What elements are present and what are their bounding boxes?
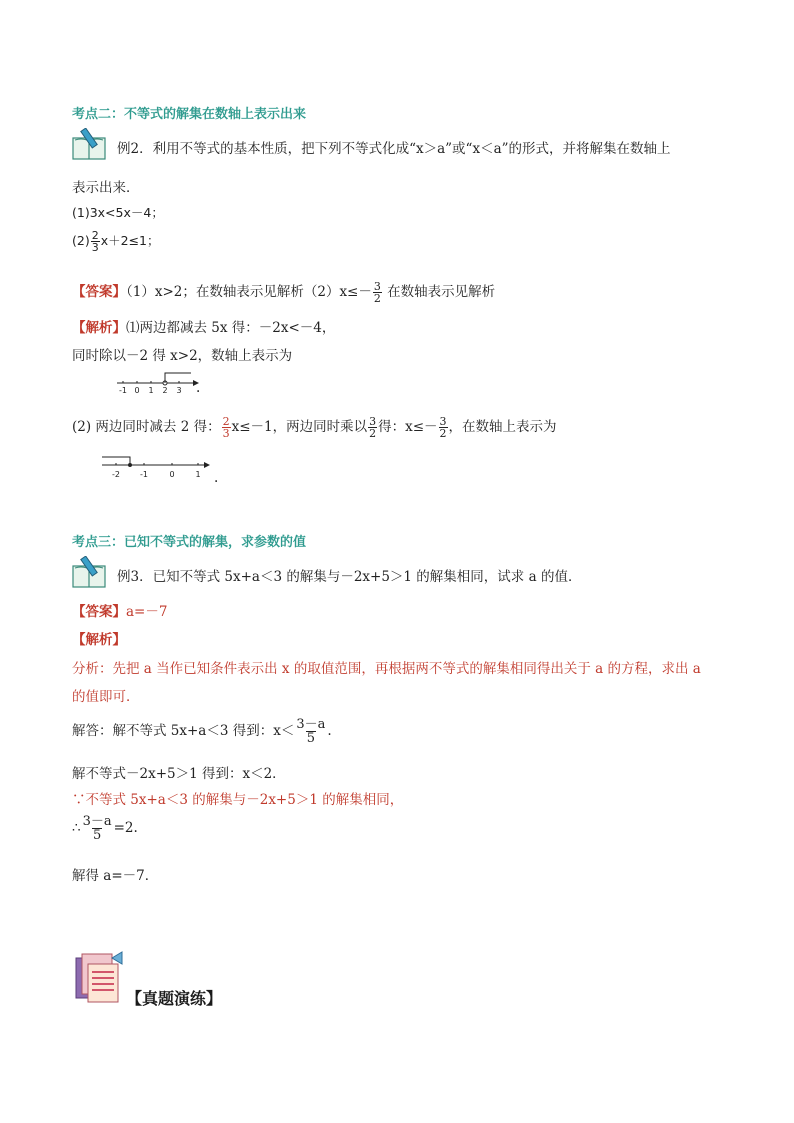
line4-num: 3－a [82, 814, 112, 829]
answer-fraction [373, 281, 382, 304]
line4-post: =2. [113, 820, 138, 836]
tick-label: 1 [195, 470, 201, 479]
example-3 [117, 565, 581, 585]
period-2: . [214, 470, 219, 486]
period-1: . [196, 380, 201, 396]
fenxi-line1: 分析：先把 a 当作已知条件表示出 x 的取值范围，再根据两不等式的解集相同得出关于 a 的方程，求出 a [72, 661, 701, 677]
solution-line2: 解不等式－2x+5＞1 得到：x＜2． [72, 766, 286, 782]
p2-f2-num: 3 [369, 415, 377, 428]
jieda-num: 3－a [296, 717, 326, 732]
jieda-den: 5 [306, 731, 316, 746]
p2-text-d: ，在数轴上表示为 [448, 419, 557, 435]
p2-fraction-1 [222, 416, 231, 439]
line4-den: 5 [92, 828, 102, 843]
jieda-line [72, 718, 332, 745]
jieda-text: 解答：解不等式 5x+a＜3 得到：x＜ [72, 723, 295, 739]
p2-text-b: x≤－1，两边同时乘以 [231, 419, 368, 435]
q2-num: 2 [91, 229, 99, 242]
practice-docs-icon [74, 950, 126, 1006]
answer-num: 3 [373, 280, 381, 293]
jieda-period: . [327, 723, 332, 739]
p2-fraction-2 [368, 416, 377, 439]
p2-text-a: (2) 两边同时减去 2 得： [72, 419, 221, 435]
answer-3 [72, 600, 167, 620]
answer-tag: 【答案】 [72, 604, 126, 620]
p2-f1-den: 3 [222, 427, 230, 440]
section-title-2: 考点二：不等式的解集在数轴上表示出来 [72, 107, 307, 122]
analysis-tag-3: 【解析】 [72, 632, 126, 648]
tick-label: -1 [140, 470, 148, 479]
answer-text-2: 在数轴表示见解析 [382, 284, 496, 300]
arrow-right-icon [204, 462, 210, 468]
analysis-2-line1 [72, 316, 335, 336]
example-number: 3 [130, 569, 140, 585]
example-label: 例 [117, 569, 131, 585]
p2-f2-den: 2 [369, 427, 377, 440]
book-pencil-icon [72, 556, 106, 588]
jieda-fraction [295, 718, 326, 745]
line4-fraction [82, 815, 113, 842]
example-2-line1 [117, 137, 671, 157]
tick-label: -2 [112, 470, 120, 479]
answer-2 [72, 280, 495, 304]
p2-f3-den: 2 [439, 427, 447, 440]
answer-tag: 【答案】 [72, 284, 126, 300]
closed-point [128, 463, 132, 467]
tick-label: -1 [119, 386, 127, 395]
analysis-2-part2 [72, 415, 557, 439]
solution-ray [165, 373, 191, 383]
question-2 [72, 230, 160, 253]
p2-fraction-3 [439, 416, 448, 439]
section-title-3: 考点三：已知不等式的解集，求参数的值 [72, 535, 307, 550]
analysis-tag: 【解析】 [72, 320, 126, 336]
solution-line4 [72, 815, 138, 842]
answer-text-1: （1）x>2；在数轴表示见解析（2）x≤－ [126, 284, 372, 300]
p2-text-c: 得：x≤－ [378, 419, 438, 435]
therefore-symbol: ∴ [72, 820, 81, 836]
q2-fraction [91, 230, 100, 253]
book-pencil-icon [72, 128, 106, 160]
answer-den: 2 [373, 292, 381, 305]
example-text: ．利用不等式的基本性质，把下列不等式化成“x＞a”或“x＜a”的形式，并将解集在数轴上 [139, 141, 671, 157]
q2-prefix: (2) [72, 233, 90, 248]
analysis-text-1: ⑴两边都减去 5x 得：－2x<－4， [126, 320, 336, 336]
number-line-1 [115, 368, 205, 398]
tick-label: 3 [176, 386, 182, 395]
answer-text: a=－7 [126, 604, 168, 620]
number-line-2 [100, 452, 215, 484]
question-1: (1)3x<5x－4； [72, 205, 164, 220]
tick-label: 0 [134, 386, 140, 395]
tick-label: 1 [148, 386, 154, 395]
q2-den: 3 [91, 241, 99, 254]
solution-line5: 解得 a=－7． [72, 868, 159, 884]
solution-line3: ∵不等式 5x+a＜3 的解集与－2x+5＞1 的解集相同， [72, 792, 404, 808]
tick-label: 0 [169, 470, 175, 479]
p2-f1-num: 2 [222, 415, 230, 428]
p2-f3-num: 3 [439, 415, 447, 428]
fenxi-line2: 的值即可． [72, 689, 140, 705]
example-number: 2 [130, 141, 140, 157]
practice-title: 【真题演练】 [126, 989, 223, 1008]
q2-postfix: x＋2≤1； [100, 233, 160, 248]
arrow-icon [112, 952, 122, 964]
example-label: 例 [117, 141, 131, 157]
tick-label: 2 [162, 386, 168, 395]
example-2-line2: 表示出来． [72, 180, 140, 196]
example-text: ．已知不等式 5x+a＜3 的解集与－2x+5＞1 的解集相同，试求 a 的值． [139, 569, 582, 585]
analysis-2-line2: 同时除以－2 得 x>2，数轴上表示为 [72, 348, 293, 364]
